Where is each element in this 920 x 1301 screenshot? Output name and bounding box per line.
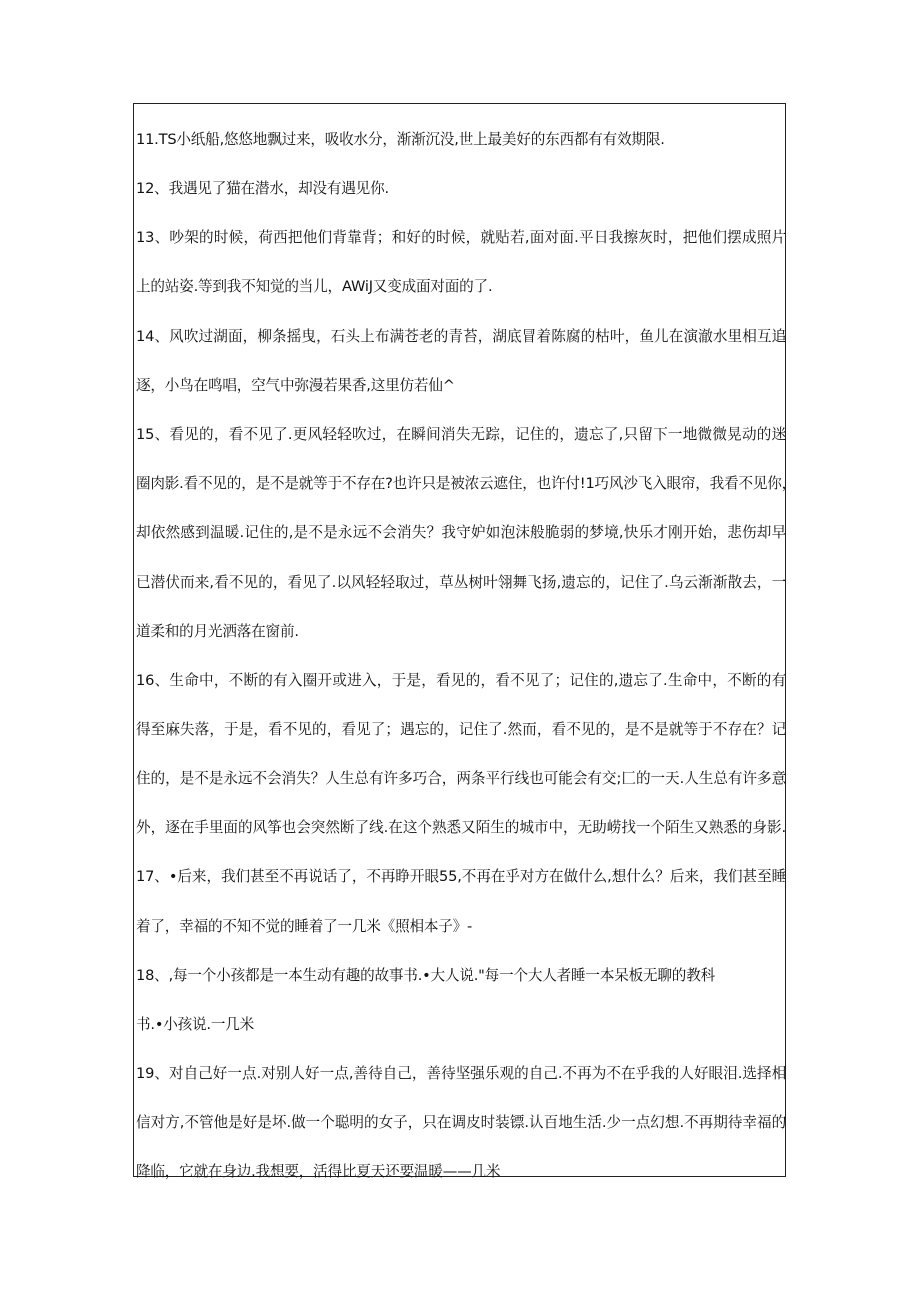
text-line-13-2: 上的站姿.等到我不知觉的当儿，AWiJ又变成面对面的了. bbox=[136, 278, 493, 295]
text-line-19-3: 降临，它就在身边.我想要，活得比夏天还要温暖——几米 bbox=[136, 1163, 501, 1180]
text-line-15-2: 圈肉影.看不见的，是不是就等于不存在?也许只是被浓云遮住，也许付!1巧风沙飞入眼帘，我看不见你， bbox=[136, 475, 797, 492]
text-line-16-1: 16、生命中，不断的有入圈开或进入，于是，看见的，看不见了；记住的,遗忘了.生命中，不断的有 bbox=[136, 672, 786, 689]
text-line-16-2: 得至麻失落，于是，看不见的，看见了；遇忘的，记住了.然而，看不见的，是不是就等于不存在？记 bbox=[136, 721, 786, 738]
text-line-13-1: 13、吵架的时候，荷西把他们背靠背；和好的时候，就贴若,面对面.平日我擦灰时，把他们摆成照片 bbox=[136, 229, 786, 246]
text-line-16-4: 外，逐在手里面的风筝也会突然断了线.在这个熟悉又陌生的城市中，无助崂找一个陌生又熟悉的身影. bbox=[136, 819, 786, 836]
text-line-12-1: 12、我遇见了猫在潜水，却没有遇见你. bbox=[136, 180, 389, 197]
text-line-15-4: 已潜伏而来,看不见的，看见了.以风轻轻取过，草丛树叶翎舞飞扬,遗忘的，记住了.乌云渐渐散去，一 bbox=[136, 574, 786, 591]
text-line-15-3: 却依然感到温暖.记住的,是不是永远不会消失？我守妒如泡沫般脆弱的梦境,快乐才刚开始，悲伤却早 bbox=[136, 524, 786, 541]
text-line-18-2: 书.•小孩说.一几米 bbox=[136, 1016, 255, 1033]
text-line-14-1: 14、风吹过湖面，柳条摇曳，石头上布满苍老的青苔，湖底冒着陈腐的枯叶，鱼儿在演澈水里相互追 bbox=[136, 328, 786, 345]
text-line-11-1: 11.TS小纸船,悠悠地飘过来，吸收水分，渐渐沉没,世上最美好的东西都有有效期限. bbox=[136, 131, 665, 148]
text-line-15-1: 15、看见的，看不见了.更风轻轻吹过，在瞬间消失无踪，记住的，遗忘了,只留下一地微微晃动的迷 bbox=[136, 426, 786, 443]
text-line-18-1: 18、,每一个小孩都是一本生动有趣的故事书.•大人说."每一个大人者睡一本呆板无聊的教科 bbox=[136, 967, 715, 984]
text-line-19-1: 19、对自己好一点.对别人好一点,善待自己，善待坚强乐观的自己.不再为不在乎我的人好眼泪.选择相 bbox=[136, 1065, 786, 1082]
text-line-16-3: 住的，是不是永远不会消失？人生总有许多巧合，两条平行线也可能会有交;匚的一天.人生总有许多意 bbox=[136, 770, 786, 787]
text-line-14-2: 逐，小鸟在鸣唱，空气中弥漫若果香,这里仿若仙^ bbox=[136, 377, 455, 394]
text-line-17-2: 着了，幸福的不知不觉的睡着了一几米《照相本子》- bbox=[136, 918, 473, 935]
text-line-15-5: 道柔和的月光洒落在窗前. bbox=[136, 623, 299, 640]
text-line-19-2: 信对方,不管他是好是坏.做一个聪明的女子，只在调皮时装镖.认百地生活.少一点幻想.不再期待幸福的 bbox=[136, 1114, 786, 1131]
text-line-17-1: 17、•后来，我们甚至不再说话了，不再睁开眼55,不再在乎对方在做什么,想什么？后来，我们甚至睡 bbox=[136, 868, 786, 885]
